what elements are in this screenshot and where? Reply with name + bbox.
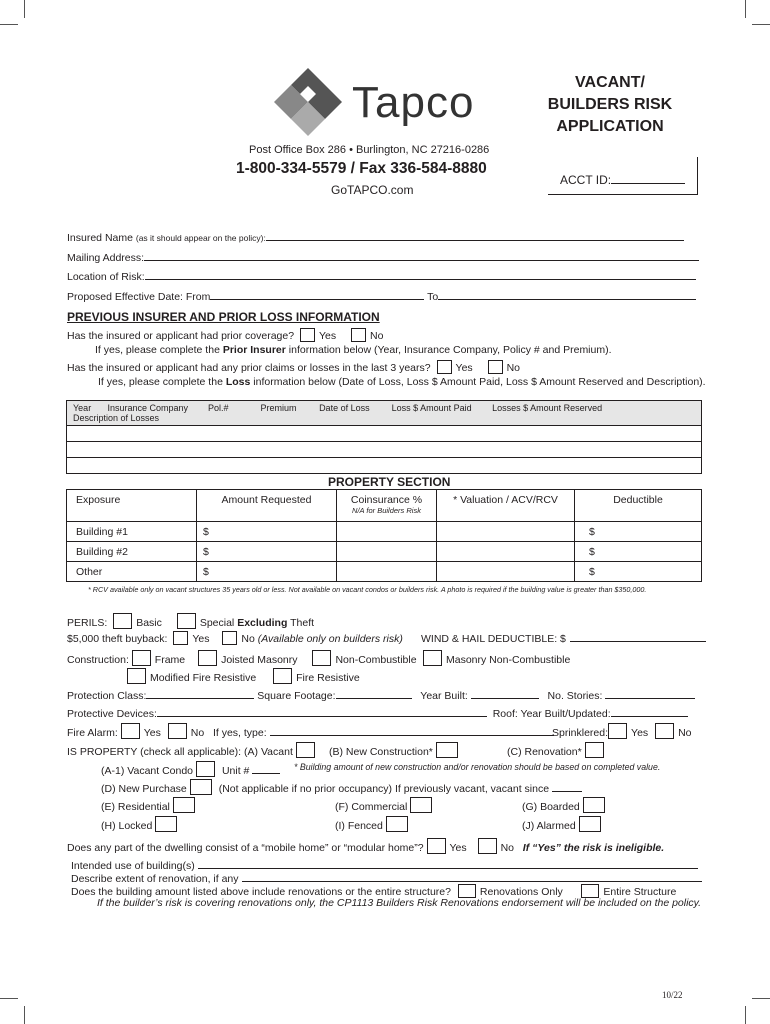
col-header: Loss $ Amount Paid xyxy=(391,403,472,413)
table-header-row xyxy=(67,401,702,426)
location-field[interactable] xyxy=(145,269,696,280)
crop-mark xyxy=(752,998,770,999)
logo-wordmark: Tapco xyxy=(352,78,475,127)
unit-label: Unit # xyxy=(221,765,250,777)
property-table xyxy=(66,489,702,582)
effective-from-field[interactable] xyxy=(210,289,424,300)
rcv-footnote: * RCV available only on vacant structures 35 years old or less. Not available on vacant condos or builders risk. A photo is required if the building value is greater than $350,000. xyxy=(88,585,647,594)
insured-name-field[interactable] xyxy=(266,230,684,241)
vacant-condo-row xyxy=(101,761,280,777)
previously-vacant-label: If previously vacant, vacant since xyxy=(394,783,550,795)
prior-claims-yes-checkbox[interactable] xyxy=(437,360,452,374)
instruction-text: If yes, please complete the xyxy=(98,376,223,388)
locked-row xyxy=(101,816,181,832)
perils-row xyxy=(67,613,314,629)
fire-resistive-label: Fire Resistive xyxy=(296,672,360,684)
cp1113-note: If the builder’s risk is covering renovations only, the CP1113 Builders Risk Renovations endorsement will be included on the policy. xyxy=(97,897,702,909)
residential-checkbox[interactable] xyxy=(173,797,195,813)
row-label: Building #1 xyxy=(67,522,197,542)
prior-claims-row xyxy=(67,360,520,374)
fenced-label: (I) Fenced xyxy=(335,820,383,832)
crop-mark xyxy=(0,998,18,999)
col-header: * Valuation / ACV/RCV xyxy=(437,490,575,522)
residential-row xyxy=(101,797,199,813)
valuation-cell[interactable] xyxy=(437,542,575,562)
construction-label: Construction: xyxy=(67,654,129,666)
includes-question: Does the building amount listed above include renovations or the entire structure? xyxy=(71,886,451,898)
amount-cell[interactable]: $ xyxy=(197,542,337,562)
noncomb-label: Non-Combustible xyxy=(335,654,417,666)
commercial-label: (F) Commercial xyxy=(335,801,408,813)
version-number: 10/22 xyxy=(662,990,683,1000)
coinsurance-cell[interactable] xyxy=(337,522,437,542)
commercial-checkbox[interactable] xyxy=(410,797,432,813)
protection-class-label: Protection Class: xyxy=(67,690,147,702)
square-footage-field[interactable] xyxy=(336,688,412,699)
frame-label: Frame xyxy=(154,654,186,666)
col-header: Year xyxy=(73,403,92,413)
prior-claims-question: Has the insured or applicant had any prior claims or losses in the last 3 years? xyxy=(67,362,431,374)
insured-name-label: Insured Name xyxy=(67,232,133,244)
table-row[interactable] xyxy=(67,442,702,458)
excluding-label: Excluding xyxy=(237,617,288,629)
joisted-masonry-checkbox[interactable] xyxy=(198,650,217,666)
table-row xyxy=(67,562,702,582)
entire-structure-checkbox[interactable] xyxy=(581,884,599,898)
property-heading: PROPERTY SECTION xyxy=(328,475,451,489)
joisted-label: Joisted Masonry xyxy=(221,654,298,666)
fenced-checkbox[interactable] xyxy=(386,816,408,832)
address: Post Office Box 286 • Burlington, NC 27216-0286 xyxy=(249,144,490,156)
modified-fire-checkbox[interactable] xyxy=(127,668,146,684)
title-line: APPLICATION xyxy=(556,118,664,135)
renovation-extent-field[interactable] xyxy=(242,871,702,882)
instruction-bold: Loss xyxy=(225,376,251,388)
perils-label: PERILS: xyxy=(67,617,108,629)
table-row xyxy=(67,522,702,542)
stories-label: No. Stories: xyxy=(547,690,603,702)
effective-date-row xyxy=(67,289,696,303)
theft-buyback-label: $5,000 theft buyback: xyxy=(67,633,168,645)
prior-coverage-no-checkbox[interactable] xyxy=(351,328,366,342)
col-header: Premium xyxy=(260,403,297,413)
perils-special-checkbox[interactable] xyxy=(177,613,196,629)
vacant-since-field[interactable] xyxy=(552,781,582,792)
special-label: Special xyxy=(199,617,235,629)
deductible-cell[interactable]: $ xyxy=(575,542,702,562)
basic-label: Basic xyxy=(136,617,162,629)
no-label: No xyxy=(241,633,255,645)
mobile-home-yes-checkbox[interactable] xyxy=(427,838,446,854)
mobile-home-row xyxy=(67,838,664,854)
col-header: Pol.# xyxy=(208,403,229,413)
mailing-field[interactable] xyxy=(144,250,699,261)
if-yes-type-label: If yes, type: xyxy=(212,727,267,739)
masonry-noncomb-row xyxy=(423,650,570,666)
mailing-label: Mailing Address: xyxy=(67,252,145,264)
prior-coverage-yes-checkbox[interactable] xyxy=(300,328,315,342)
protective-devices-field[interactable] xyxy=(157,706,487,717)
effective-from-label: Proposed Effective Date: From xyxy=(67,291,211,303)
table-row xyxy=(67,542,702,562)
yes-label: Yes xyxy=(318,330,337,342)
is-property-label: IS PROPERTY (check all applicable): xyxy=(67,746,242,758)
crop-mark xyxy=(745,0,746,18)
includes-row xyxy=(71,884,676,898)
col-header: Description of Losses xyxy=(73,413,160,423)
crop-mark xyxy=(745,1006,746,1024)
renovations-only-label: Renovations Only xyxy=(479,886,563,898)
website: GoTAPCO.com xyxy=(331,183,414,197)
renovation-extent-row xyxy=(71,871,702,885)
col-header: Date of Loss xyxy=(319,403,370,413)
alarmed-row xyxy=(522,816,605,832)
wind-hail-field[interactable] xyxy=(570,631,706,642)
mailing-row xyxy=(67,250,699,264)
instruction-text: information below (Date of Loss, Loss $ Amount Paid, Loss $ Amount Reserved and Description). xyxy=(253,376,706,388)
mobile-home-no-checkbox[interactable] xyxy=(478,838,497,854)
new-construction-label: (B) New Construction* xyxy=(329,746,433,758)
no-label: No xyxy=(500,842,515,854)
theft-buyback-no-checkbox[interactable] xyxy=(222,631,237,645)
protection-row xyxy=(67,688,695,702)
phone-fax: 1-800-334-5579 / Fax 336-584-8880 xyxy=(236,160,487,177)
not-applicable-note: (Not applicable if no prior occupancy) xyxy=(218,783,393,795)
unit-field[interactable] xyxy=(252,763,280,774)
col-header: Amount Requested xyxy=(197,490,337,522)
no-label: No xyxy=(506,362,521,374)
row-label: Other xyxy=(67,562,197,582)
insured-name-note: (as it should appear on the policy): xyxy=(135,233,266,243)
deductible-cell[interactable]: $ xyxy=(575,562,702,582)
is-property-row xyxy=(67,742,319,758)
renovation-extent-label: Describe extent of renovation, if any xyxy=(71,873,239,885)
col-header: Coinsurance % xyxy=(350,494,423,506)
yes-label: Yes xyxy=(192,633,210,645)
vacant-condo-label: (A-1) Vacant Condo xyxy=(101,765,194,777)
entire-structure-label: Entire Structure xyxy=(603,886,677,898)
row-label: Building #2 xyxy=(67,542,197,562)
boarded-row xyxy=(522,797,609,813)
table-row[interactable] xyxy=(67,426,702,442)
fire-alarm-no-checkbox[interactable] xyxy=(168,723,187,739)
crop-mark xyxy=(24,1006,25,1024)
valuation-cell[interactable] xyxy=(437,562,575,582)
property-header-row xyxy=(67,490,702,522)
new-construction-checkbox[interactable] xyxy=(436,742,458,758)
location-label: Location of Risk: xyxy=(67,271,145,283)
masonry-noncomb-label: Masonry Non-Combustible xyxy=(446,654,571,666)
coinsurance-cell[interactable] xyxy=(337,562,437,582)
sprinklered-yes-checkbox[interactable] xyxy=(608,723,627,739)
locked-label: (H) Locked xyxy=(101,820,153,832)
theft-label: Theft xyxy=(290,617,315,629)
prior-heading: PREVIOUS INSURER AND PRIOR LOSS INFORMATION xyxy=(67,310,380,324)
sprinklered-no-checkbox[interactable] xyxy=(655,723,674,739)
boarded-checkbox[interactable] xyxy=(583,797,605,813)
frame-checkbox[interactable] xyxy=(132,650,151,666)
acct-id-label: ACCT ID: xyxy=(560,173,612,187)
modified-label: Modified Fire Resistive xyxy=(150,672,257,684)
table-row[interactable] xyxy=(67,458,702,474)
renovations-only-checkbox[interactable] xyxy=(458,884,476,898)
year-built-field[interactable] xyxy=(471,688,539,699)
roof-label: Roof: Year Built/Updated: xyxy=(492,708,611,720)
stories-field[interactable] xyxy=(605,688,695,699)
construction-row xyxy=(67,650,417,666)
mobile-home-question: Does any part of the dwelling consist of a “mobile home” or “modular home”? xyxy=(67,842,424,854)
yes-label: Yes xyxy=(455,362,473,374)
fire-alarm-row xyxy=(67,723,554,739)
residential-label: (E) Residential xyxy=(101,801,170,813)
instruction-text: If yes, please complete the xyxy=(95,344,220,356)
alarmed-label: (J) Alarmed xyxy=(522,820,576,832)
coinsurance-cell[interactable] xyxy=(337,542,437,562)
new-purchase-row xyxy=(101,779,582,795)
perils-basic-checkbox[interactable] xyxy=(113,613,132,629)
tapco-logo-icon xyxy=(272,66,344,138)
crop-mark xyxy=(752,24,770,25)
alarm-type-field[interactable] xyxy=(270,725,554,736)
ineligible-note: If “Yes” the risk is ineligible. xyxy=(522,842,665,854)
effective-to-field[interactable] xyxy=(438,289,696,300)
prior-coverage-question: Has the insured or applicant had prior coverage? xyxy=(67,330,295,342)
sprinklered-row xyxy=(552,723,692,739)
square-footage-label: Square Footage: xyxy=(257,690,336,702)
title-line: VACANT/ xyxy=(575,74,645,91)
building-note: * Building amount of new construction and/or renovation should be based on completed value. xyxy=(294,762,661,772)
alarmed-checkbox[interactable] xyxy=(579,816,601,832)
deductible-cell[interactable]: $ xyxy=(575,522,702,542)
theft-buyback-yes-checkbox[interactable] xyxy=(173,631,188,645)
vacant-checkbox[interactable] xyxy=(296,742,315,758)
form-title xyxy=(540,72,680,138)
renovation-label: (C) Renovation* xyxy=(507,746,582,758)
masonry-noncomb-checkbox[interactable] xyxy=(423,650,442,666)
roof-field[interactable] xyxy=(611,706,688,717)
locked-checkbox[interactable] xyxy=(155,816,177,832)
new-construction-row xyxy=(329,742,462,758)
renovation-row xyxy=(507,742,608,758)
yes-label: Yes xyxy=(143,727,161,739)
construction-row-2 xyxy=(127,668,360,684)
crop-mark xyxy=(0,24,18,25)
location-row xyxy=(67,269,696,283)
sprinklered-label: Sprinklered: xyxy=(552,727,609,739)
yes-label: Yes xyxy=(631,727,649,739)
instruction-text: information below (Year, Insurance Company, Policy # and Premium). xyxy=(288,344,612,356)
fire-resistive-checkbox[interactable] xyxy=(273,668,292,684)
fire-alarm-yes-checkbox[interactable] xyxy=(121,723,140,739)
instruction-bold: Prior Insurer xyxy=(222,344,286,356)
acct-id-field[interactable] xyxy=(611,173,685,184)
fenced-row xyxy=(335,816,412,832)
no-label: No xyxy=(190,727,205,739)
col-header: Exposure xyxy=(67,490,197,522)
prior-claims-no-checkbox[interactable] xyxy=(488,360,503,374)
col-header: Insurance Company xyxy=(107,403,189,413)
valuation-cell[interactable] xyxy=(437,522,575,542)
col-header: Deductible xyxy=(575,490,702,522)
insured-name-row xyxy=(67,230,684,244)
new-purchase-checkbox[interactable] xyxy=(190,779,212,795)
amount-cell[interactable]: $ xyxy=(197,522,337,542)
acct-id-box xyxy=(548,157,698,195)
fire-alarm-label: Fire Alarm: xyxy=(67,727,118,739)
renovation-checkbox[interactable] xyxy=(585,742,604,758)
coinsurance-header xyxy=(337,490,437,522)
loss-instruction xyxy=(98,376,706,388)
wind-hail-label: WIND & HAIL DEDUCTIBLE: $ xyxy=(421,633,566,645)
title-line: BUILDERS RISK xyxy=(547,96,673,113)
amount-cell[interactable]: $ xyxy=(197,562,337,582)
non-combustible-checkbox[interactable] xyxy=(312,650,331,666)
protection-class-field[interactable] xyxy=(146,688,254,699)
vacant-condo-checkbox[interactable] xyxy=(196,761,215,777)
protective-devices-row xyxy=(67,706,688,720)
new-purchase-label: (D) New Purchase xyxy=(101,783,187,795)
theft-buyback-row xyxy=(67,631,403,645)
yes-label: Yes xyxy=(449,842,467,854)
prior-coverage-row xyxy=(67,328,383,342)
commercial-row xyxy=(335,797,436,813)
wind-hail-row xyxy=(421,631,706,645)
no-label: No xyxy=(678,727,692,739)
intended-use-field[interactable] xyxy=(198,858,698,869)
intended-use-row xyxy=(71,858,698,872)
intended-use-label: Intended use of building(s) xyxy=(71,860,195,872)
protective-devices-label: Protective Devices: xyxy=(67,708,157,720)
effective-to-label: To xyxy=(427,291,439,303)
coinsurance-note: N/A for Builders Risk xyxy=(352,506,421,515)
crop-mark xyxy=(24,0,25,18)
boarded-label: (G) Boarded xyxy=(522,801,580,813)
theft-note: (Available only on builders risk) xyxy=(257,633,403,645)
prior-loss-table xyxy=(66,400,702,474)
year-built-label: Year Built: xyxy=(420,690,468,702)
vacant-label: (A) Vacant xyxy=(244,746,293,758)
col-header: Losses $ Amount Reserved xyxy=(492,403,603,413)
no-label: No xyxy=(370,330,384,342)
prior-insurer-instruction xyxy=(95,344,612,356)
